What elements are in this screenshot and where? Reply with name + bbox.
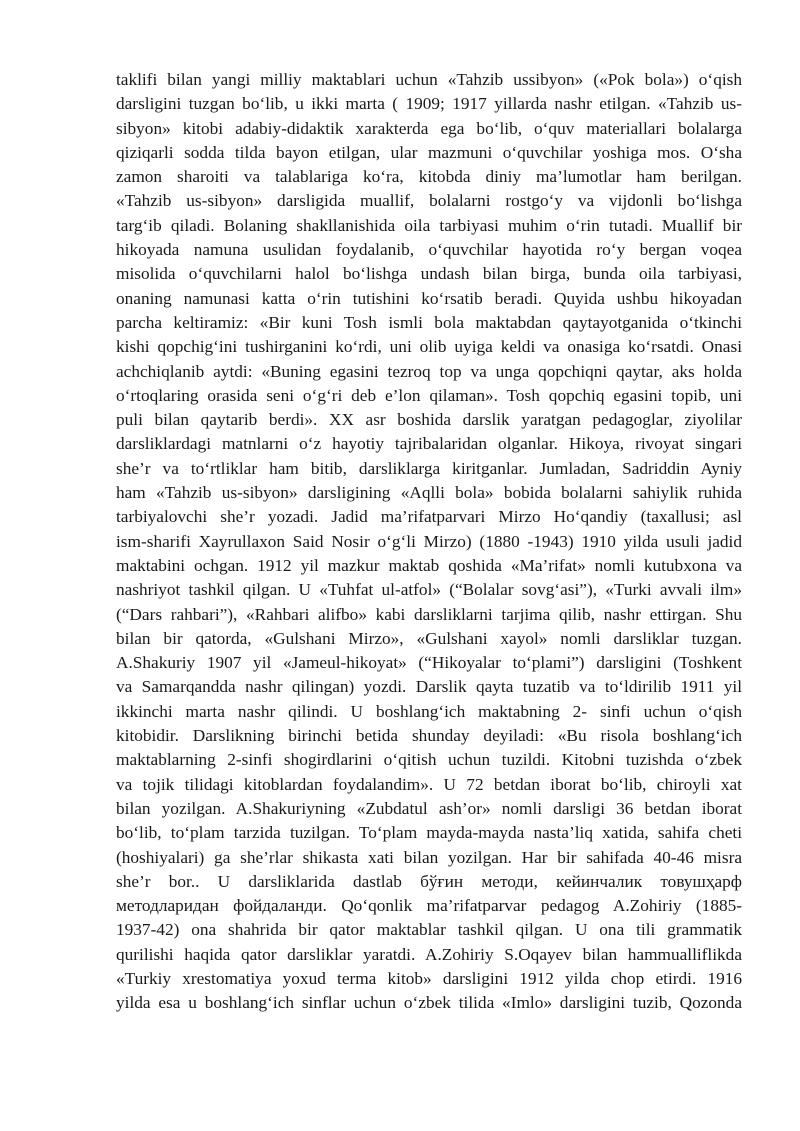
text-line: bilan bir qatorda, «Gulshani Mirzo», «Gulshani xayol» nomli darsliklar tuzgan.: [116, 628, 742, 648]
text-line: ism-sharifi Xayrullaxon Said Nosir o‘g‘li Mirzo) (1880 -1943) 1910 yilda usuli jadid: [116, 531, 742, 551]
body-text: [116, 68, 742, 1016]
text-line: maktablarning 2-sinfi shogirdlarini o‘qitish uchun tuzildi. Kitobni tuzishda o‘zbek: [116, 750, 742, 770]
text-line: puli bilan qaytarib berdi». XX asr boshida darslik yaratgan pedagoglar, ziyolilar: [116, 410, 742, 430]
text-line: методларидан фойдаланди. Qo‘qonlik ma’rifatparvar pedagog A.Zohiriy (1885-: [116, 896, 742, 916]
text-line: parcha keltiramiz: «Bir kuni Tosh ismli bola maktabdan qaytayotganida o‘tkinchi: [116, 312, 742, 332]
text-line: taklifi bilan yangi milliy maktablari uchun «Tahzib ussibyon» («Pok bola») o‘qish: [116, 70, 742, 89]
text-line: she’r va to‘rtliklar ham bitib, darsliklarga kiritganlar. Jumladan, Sadriddin Ayniy: [116, 458, 742, 478]
text-line: ikkinchi marta nashr qilindi. U boshlang‘ich maktabning 2- sinfi uchun o‘qish: [116, 701, 742, 721]
text-line: o‘rtoqlaring orasida seni o‘g‘ri deb e’lon qilaman». Tosh qopchiq egasini topib, uni: [116, 385, 742, 405]
text-line: kitobidir. Darslikning birinchi betida shunday deyiladi: «Bu risola boshlang‘ich: [116, 726, 742, 746]
text-line: targ‘ib qiladi. Bolaning shakllanishida oila tarbiyasi muhim o‘rin tutadi. Muallif bir: [116, 215, 742, 235]
text-line: tarbiyalovchi she’r yozadi. Jadid ma’rifatparvari Mirzo Ho‘qandiy (taxallusi; asl: [116, 507, 742, 527]
text-line: «Turkiy xrestomatiya yoxud terma kitob» darsligini 1912 yilda chop etirdi. 1916: [116, 968, 742, 988]
text-line: hikoyada namuna usulidan foydalanib, o‘quvchilar hayotida ro‘y bergan voqea: [116, 240, 742, 260]
text-line: ham «Tahzib us-sibyon» darsligining «Aqlli bola» bobida bolalarni sahiylik ruhida: [116, 483, 742, 503]
text-line: qiziqarli sodda tilda bayon etilgan, ular mazmuni o‘quvchilar yoshiga mos. O‘sha: [116, 142, 742, 162]
text-line: maktabini ochgan. 1912 yil mazkur maktab qoshida «Ma’rifat» nomli kutubxona va: [116, 555, 742, 575]
text-line: yilda esa u boshlang‘ich sinflar uchun o‘zbek tilida «Imlo» darsligini tuzib, Qozonda: [116, 993, 742, 1013]
text-line: misolida o‘quvchilarni halol bo‘lishga undash bilan birga, bunda oila tarbiyasi,: [116, 264, 742, 284]
text-line: (“Dars rahbari”), «Rahbari alifbo» kabi darsliklarni tarjima qilib, nashr ettirgan. Shu: [116, 604, 742, 624]
text-line: va Samarqandda nashr qilingan) yozdi. Darslik qayta tuzatib va to‘ldirilib 1911 yil: [116, 677, 742, 697]
text-line: nashriyot tashkil qilgan. U «Tuhfat ul-atfol» (“Bolalar sovg‘asi”), «Turki avvali ilm»: [116, 580, 742, 600]
text-line: onaning namunasi katta o‘rin tutishini ko‘rsatib beradi. Quyida ushbu hikoyadan: [116, 288, 742, 308]
text-line: bo‘lib, to‘plam tarzida tuzilgan. To‘plam mayda-mayda nasta’liq xatida, sahifa cheti: [116, 823, 742, 843]
text-line: kishi qopchig‘ini tushirganini ko‘rdi, uni olib uyiga keldi va onasiga ko‘rsatdi. Onasi: [116, 337, 742, 357]
text-line: darsliklardagi matnlarni o‘z hayotiy tajribalaridan olganlar. Hikoya, rivoyat singari: [116, 434, 742, 454]
text-line: sibyon» kitobi adabiy-didaktik xarakterda ega bo‘lib, o‘quv materiallari bolalarga: [116, 118, 742, 138]
text-line: darsligini tuzgan bo‘lib, u ikki marta ( 1909; 1917 yillarda nashr etilgan. «Tahzib us-: [116, 94, 742, 114]
text-line: zamon sharoiti va talablariga ko‘ra, kitobda diniy ma’lumotlar ham berilgan.: [116, 167, 742, 187]
text-line: «Tahzib us-sibyon» darsligida muallif, bolalarni rostgo‘y va vijdonli bo‘lishga: [116, 191, 742, 211]
text-line: she’r bor.. U darsliklarida dastlab бўғин методи, кейинчалик товушҳарф: [116, 871, 742, 891]
text-line: achchiqlanib aytdi: «Buning egasini tezroq top va unga qopchiqni qaytar, aks holda: [116, 361, 742, 381]
text-line: (hoshiyalari) ga she’rlar shikasta xati bilan yozilgan. Har bir sahifada 40-46 misra: [116, 847, 742, 867]
text-line: A.Shakuriy 1907 yil «Jameul-hikoyat» (“Hikoyalar to‘plami”) darsligini (Toshkent: [116, 653, 742, 673]
text-line: bilan yozilgan. A.Shakuriyning «Zubdatul ash’or» nomli darsligi 36 betdan iborat: [116, 798, 742, 818]
text-line: qurilishi haqida qator darsliklar yaratdi. A.Zohiriy S.Oqayev bilan hammualliflikda: [116, 944, 742, 964]
text-line: va tojik tilidagi kitoblardan foydalandim». U 72 betdan iborat bo‘lib, chiroyli xat: [116, 774, 742, 794]
text-line: 1937-42) ona shahrida bir qator maktablar tashkil qilgan. U ona tili grammatik: [116, 920, 742, 940]
